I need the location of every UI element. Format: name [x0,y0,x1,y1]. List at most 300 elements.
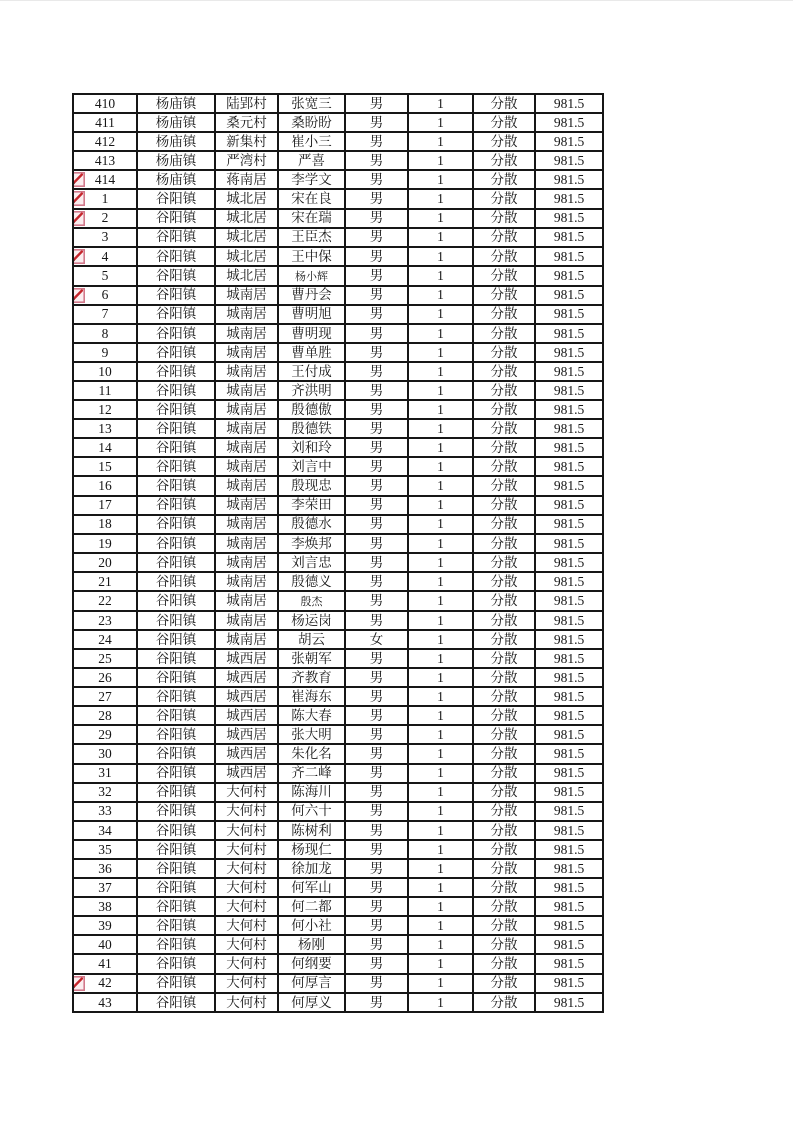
person-name: 严喜 [298,153,325,169]
annotation-pencil-icon[interactable] [73,191,85,206]
table-row [73,954,603,973]
village-cell: 大何村 [215,840,278,859]
serial-cell [73,151,137,170]
name-cell [278,591,345,611]
type-cell: 分散 [473,94,535,113]
annotation-pencil-icon[interactable] [73,249,85,264]
village-cell: 桑元村 [215,113,278,132]
serial-value: 10 [98,363,112,379]
type-cell: 分散 [473,400,535,419]
count-cell: 1 [408,496,473,515]
person-name: 殷德铁 [291,421,332,436]
type-cell: 分散 [473,151,535,170]
type-cell: 分散 [473,744,535,763]
type-cell: 分散 [473,343,535,362]
amount-cell: 981.5 [535,725,603,744]
type-cell: 分散 [473,802,535,821]
table-row [73,630,603,649]
name-cell [278,247,345,266]
serial-cell [73,916,137,935]
type-cell: 分散 [473,840,535,859]
person-name: 李焕邦 [291,535,332,551]
serial-value: 38 [98,898,112,914]
town-cell: 谷阳镇 [137,764,215,783]
count-cell: 1 [408,266,473,286]
town-cell: 谷阳镇 [137,725,215,744]
town-cell: 谷阳镇 [137,649,215,668]
town-cell: 谷阳镇 [137,286,215,305]
serial-value: 27 [98,688,112,704]
name-cell [278,515,345,534]
type-cell: 分散 [473,515,535,534]
village-cell: 城北居 [215,209,278,228]
town-cell: 谷阳镇 [137,438,215,457]
serial-cell [73,591,137,611]
person-name: 杨小辉 [295,270,328,283]
gender-cell: 男 [345,266,408,286]
table-row [73,591,603,611]
serial-value: 15 [98,459,112,475]
town-cell: 谷阳镇 [137,362,215,381]
table-row [73,228,603,247]
table-row [73,611,603,630]
gender-cell: 男 [345,515,408,534]
town-cell: 谷阳镇 [137,572,215,591]
amount-cell: 981.5 [535,209,603,228]
count-cell: 1 [408,687,473,706]
serial-cell [73,324,137,343]
type-cell: 分散 [473,859,535,878]
gender-cell: 男 [345,897,408,916]
person-name: 陈海川 [291,784,332,800]
count-cell: 1 [408,764,473,783]
count-cell: 1 [408,438,473,457]
count-cell: 1 [408,954,473,973]
gender-cell: 男 [345,859,408,878]
amount-cell: 981.5 [535,151,603,170]
serial-cell [73,783,137,802]
person-name: 曹丹会 [291,287,332,303]
table-row [73,706,603,725]
gender-cell: 男 [345,611,408,630]
village-cell: 城南居 [215,438,278,457]
town-cell: 杨庙镇 [137,132,215,151]
serial-value: 29 [98,727,112,743]
serial-cell [73,419,137,438]
type-cell: 分散 [473,725,535,744]
gender-cell: 男 [345,916,408,935]
gender-cell: 男 [345,381,408,400]
gender-cell: 男 [345,457,408,476]
serial-value: 9 [101,344,109,360]
name-cell [278,897,345,916]
person-name: 王臣杰 [291,229,332,245]
person-name: 何纲要 [291,956,332,972]
count-cell: 1 [408,305,473,324]
type-cell: 分散 [473,209,535,228]
count-cell: 1 [408,706,473,725]
type-cell: 分散 [473,916,535,935]
serial-cell [73,247,137,266]
person-name: 朱化名 [291,746,332,762]
table-row [73,419,603,438]
person-name: 殷德义 [291,573,332,589]
serial-value: 37 [98,879,112,895]
serial-cell [73,840,137,859]
village-cell: 城南居 [215,572,278,591]
village-cell: 陆郢村 [215,94,278,113]
name-cell [278,170,345,189]
person-name: 何厚言 [291,975,332,991]
town-cell: 谷阳镇 [137,706,215,725]
count-cell: 1 [408,897,473,916]
count-cell: 1 [408,476,473,495]
serial-cell [73,228,137,247]
count-cell: 1 [408,611,473,630]
village-cell: 大何村 [215,802,278,821]
name-cell [278,572,345,591]
serial-value: 6 [101,287,109,303]
serial-cell [73,515,137,534]
village-cell: 大何村 [215,993,278,1012]
town-cell: 谷阳镇 [137,400,215,419]
type-cell: 分散 [473,897,535,916]
gender-cell: 男 [345,744,408,763]
serial-cell [73,706,137,725]
gender-cell: 男 [345,228,408,247]
serial-value: 16 [98,478,112,494]
name-cell [278,859,345,878]
gender-cell: 男 [345,783,408,802]
table-row [73,132,603,151]
amount-cell: 981.5 [535,630,603,649]
town-cell: 谷阳镇 [137,209,215,228]
gender-cell: 男 [345,305,408,324]
serial-cell [73,209,137,228]
type-cell: 分散 [473,419,535,438]
gender-cell: 男 [345,151,408,170]
person-name: 何小社 [291,918,332,934]
person-name: 崔小三 [291,133,332,149]
annotation-pencil-icon[interactable] [73,211,85,226]
amount-cell: 981.5 [535,324,603,343]
town-cell: 谷阳镇 [137,744,215,763]
person-name: 刘言中 [291,459,332,475]
table-row [73,534,603,553]
person-name: 王中保 [291,248,332,264]
person-name: 杨现仁 [291,841,332,857]
count-cell: 1 [408,286,473,305]
table-row [73,687,603,706]
serial-cell [73,572,137,591]
amount-cell: 981.5 [535,400,603,419]
table-row [73,859,603,878]
town-cell: 谷阳镇 [137,974,215,993]
village-cell: 城南居 [215,515,278,534]
name-cell [278,993,345,1012]
gender-cell: 男 [345,993,408,1012]
name-cell [278,457,345,476]
type-cell: 分散 [473,954,535,973]
count-cell: 1 [408,935,473,954]
serial-value: 25 [98,650,112,666]
serial-cell [73,170,137,189]
table-row [73,324,603,343]
count-cell: 1 [408,132,473,151]
serial-cell [73,878,137,897]
count-cell: 1 [408,974,473,993]
village-cell: 城南居 [215,534,278,553]
gender-cell: 男 [345,286,408,305]
serial-value: 28 [98,708,112,724]
name-cell [278,764,345,783]
count-cell: 1 [408,802,473,821]
amount-cell: 981.5 [535,343,603,362]
count-cell: 1 [408,630,473,649]
table-row [73,286,603,305]
type-cell: 分散 [473,534,535,553]
type-cell: 分散 [473,764,535,783]
amount-cell: 981.5 [535,113,603,132]
table-row [73,343,603,362]
name-cell [278,649,345,668]
person-name: 齐教育 [291,669,332,685]
amount-cell: 981.5 [535,764,603,783]
count-cell: 1 [408,534,473,553]
town-cell: 谷阳镇 [137,324,215,343]
amount-cell: 981.5 [535,266,603,286]
table-row [73,170,603,189]
village-cell: 新集村 [215,132,278,151]
person-name: 曹明旭 [291,306,332,322]
gender-cell: 男 [345,935,408,954]
town-cell: 谷阳镇 [137,840,215,859]
serial-value: 26 [98,669,112,685]
gender-cell: 男 [345,878,408,897]
amount-cell: 981.5 [535,170,603,189]
serial-cell [73,821,137,840]
town-cell: 谷阳镇 [137,802,215,821]
count-cell: 1 [408,859,473,878]
amount-cell: 981.5 [535,687,603,706]
amount-cell: 981.5 [535,381,603,400]
person-name: 杨运岗 [291,612,332,628]
type-cell: 分散 [473,247,535,266]
town-cell: 谷阳镇 [137,419,215,438]
town-cell: 谷阳镇 [137,247,215,266]
town-cell: 谷阳镇 [137,228,215,247]
serial-value: 31 [98,765,112,781]
serial-value: 24 [98,631,112,647]
town-cell: 谷阳镇 [137,476,215,495]
person-name: 桑盼盼 [291,114,332,130]
village-cell: 城南居 [215,286,278,305]
name-cell [278,630,345,649]
amount-cell: 981.5 [535,744,603,763]
name-cell [278,266,345,286]
type-cell: 分散 [473,611,535,630]
serial-cell [73,668,137,687]
town-cell: 杨庙镇 [137,151,215,170]
count-cell: 1 [408,209,473,228]
serial-value: 42 [98,975,112,991]
gender-cell: 男 [345,132,408,151]
serial-value: 4 [101,248,109,264]
serial-value: 413 [94,153,116,169]
town-cell: 谷阳镇 [137,668,215,687]
town-cell: 谷阳镇 [137,897,215,916]
serial-value: 8 [101,325,109,341]
person-name: 曹单胜 [291,344,332,360]
count-cell: 1 [408,668,473,687]
gender-cell: 男 [345,343,408,362]
village-cell: 城北居 [215,228,278,247]
serial-value: 19 [98,535,112,551]
table-row [73,935,603,954]
serial-value: 22 [98,593,112,609]
serial-cell [73,438,137,457]
type-cell: 分散 [473,878,535,897]
serial-cell [73,362,137,381]
serial-cell [73,859,137,878]
type-cell: 分散 [473,476,535,495]
name-cell [278,419,345,438]
amount-cell: 981.5 [535,94,603,113]
annotation-pencil-icon[interactable] [73,172,85,187]
village-cell: 城南居 [215,611,278,630]
beneficiary-table [72,93,604,1013]
serial-value: 21 [98,573,112,589]
serial-value: 2 [101,210,109,226]
table-row [73,916,603,935]
town-cell: 谷阳镇 [137,935,215,954]
table-row [73,725,603,744]
amount-cell: 981.5 [535,668,603,687]
type-cell: 分散 [473,381,535,400]
count-cell: 1 [408,591,473,611]
serial-cell [73,553,137,572]
amount-cell: 981.5 [535,228,603,247]
count-cell: 1 [408,419,473,438]
gender-cell: 男 [345,974,408,993]
serial-value: 40 [98,937,112,953]
person-name: 陈树利 [291,822,332,838]
count-cell: 1 [408,649,473,668]
serial-value: 20 [98,554,112,570]
table-row [73,649,603,668]
village-cell: 大何村 [215,783,278,802]
amount-cell: 981.5 [535,840,603,859]
table-row [73,668,603,687]
type-cell: 分散 [473,457,535,476]
serial-cell [73,649,137,668]
serial-cell [73,954,137,973]
gender-cell: 男 [345,189,408,208]
town-cell: 谷阳镇 [137,534,215,553]
gender-cell: 男 [345,840,408,859]
village-cell: 城南居 [215,496,278,515]
serial-value: 411 [95,114,115,130]
town-cell: 谷阳镇 [137,821,215,840]
name-cell [278,611,345,630]
type-cell: 分散 [473,228,535,247]
gender-cell: 男 [345,764,408,783]
gender-cell: 男 [345,496,408,515]
serial-value: 17 [98,497,112,513]
count-cell: 1 [408,343,473,362]
table-row [73,438,603,457]
town-cell: 谷阳镇 [137,343,215,362]
person-name: 殷杰 [300,595,323,608]
village-cell: 大何村 [215,974,278,993]
amount-cell: 981.5 [535,247,603,266]
type-cell: 分散 [473,687,535,706]
gender-cell: 男 [345,821,408,840]
village-cell: 城南居 [215,324,278,343]
table-row [73,572,603,591]
amount-cell: 981.5 [535,419,603,438]
count-cell: 1 [408,572,473,591]
village-cell: 城南居 [215,553,278,572]
serial-value: 34 [98,822,112,838]
serial-cell [73,630,137,649]
serial-cell [73,764,137,783]
count-cell: 1 [408,515,473,534]
person-name: 张大明 [291,727,332,743]
serial-cell [73,457,137,476]
person-name: 刘言忠 [291,554,332,570]
person-name: 张宽三 [291,95,332,111]
town-cell: 谷阳镇 [137,611,215,630]
name-cell [278,783,345,802]
amount-cell: 981.5 [535,572,603,591]
town-cell: 杨庙镇 [137,170,215,189]
person-name: 何二都 [291,898,332,914]
town-cell: 谷阳镇 [137,954,215,973]
serial-value: 30 [98,746,112,762]
village-cell: 城南居 [215,591,278,611]
count-cell: 1 [408,878,473,897]
page-top-edge [0,0,793,1]
annotation-pencil-icon[interactable] [73,976,85,991]
serial-value: 13 [98,421,112,436]
table-row [73,993,603,1012]
count-cell: 1 [408,783,473,802]
village-cell: 城北居 [215,247,278,266]
person-name: 殷德水 [291,516,332,532]
annotation-pencil-icon[interactable] [73,288,85,303]
serial-cell [73,476,137,495]
person-name: 何军山 [291,879,332,895]
village-cell: 城南居 [215,343,278,362]
town-cell: 谷阳镇 [137,783,215,802]
person-name: 曹明现 [291,325,332,341]
village-cell: 城南居 [215,419,278,438]
table-row [73,783,603,802]
gender-cell: 男 [345,247,408,266]
name-cell [278,687,345,706]
serial-value: 414 [94,172,116,188]
amount-cell: 981.5 [535,534,603,553]
amount-cell: 981.5 [535,916,603,935]
town-cell: 谷阳镇 [137,993,215,1012]
gender-cell: 男 [345,209,408,228]
person-name: 何六十 [291,803,332,819]
amount-cell: 981.5 [535,457,603,476]
serial-cell [73,305,137,324]
serial-value: 11 [98,382,112,398]
table-row [73,496,603,515]
